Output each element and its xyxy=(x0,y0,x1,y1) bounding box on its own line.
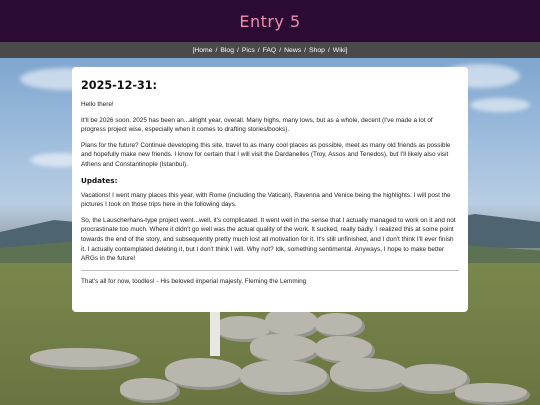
entry-paragraph: Plans for the future? Continue developing this site, travel to as many cool places as possible, meet as many old friends as possible and hopefully make new friends. I know for certain that I will visit the Dardanelles (Troy, Assos and Tenedos), but I'll likely also visit Athens and Constantinople (Istanbul). xyxy=(81,141,451,168)
nav-separator: / xyxy=(279,46,282,54)
nav-link-wiki[interactable]: Wiki xyxy=(332,46,346,54)
nav-link-blog[interactable]: Blog xyxy=(220,46,234,54)
nav-bar xyxy=(0,42,540,58)
nav-separator: / xyxy=(304,46,307,54)
entry-paragraph: Vacations! I went many places this year, with Rome (including the Vatican), Ravenna and Venice being the highlights. I will post the pictures I took on those trips here in the following days. xyxy=(81,191,451,209)
entry-card xyxy=(72,67,468,312)
divider xyxy=(81,270,459,271)
nav-separator: / xyxy=(215,46,218,54)
nav-link-news[interactable]: News xyxy=(284,46,302,54)
entry-greeting: Hello there! xyxy=(81,101,114,108)
nav-close-bracket: ] xyxy=(345,46,348,54)
entry-signoff: That's all for now, toodles! - His beloved imperial majesty, Fleming the Lemming xyxy=(81,277,307,285)
entry-date: 2025-12-31: xyxy=(81,79,158,92)
page-title: Entry 5 xyxy=(239,11,301,31)
nav-link-pics[interactable]: Pics xyxy=(241,46,255,54)
nav-link-faq[interactable]: FAQ xyxy=(262,46,277,54)
nav-separator: / xyxy=(327,46,330,54)
entry-paragraph: So, the Lauscherhans-type project went...well, it's complicated. It went well in the sense that I actually managed to work on it and not procrastinate too much. Where it didn't go well was the actual quality of the work. It sucked, really badly. I realized this at some point towards the end of the story, and subsequently pretty much lost all motivation for it. It's still unfinished, and I don't think I'll ever finish it. I actually contemplated deleting it, but I don't think I will. Why not? Idk, something sentimental. Anyways, I hope to make better ARGs in the future! xyxy=(81,216,456,263)
nav-separator: / xyxy=(257,46,260,54)
nav-link-home[interactable]: Home xyxy=(194,46,213,54)
updates-heading: Updates: xyxy=(81,175,118,185)
nav-open-bracket: [ xyxy=(192,46,195,54)
entry-paragraph: It'll be 2026 soon. 2025 has been an...alright year, overall. Many highs, many lows, but as a whole, decent (I've made a lot of progress project wise, especially when it comes to drafting stories/books). xyxy=(81,116,433,134)
site-header xyxy=(0,0,540,42)
nav-separator: / xyxy=(237,46,239,54)
nav-link-shop[interactable]: Shop xyxy=(309,46,325,54)
